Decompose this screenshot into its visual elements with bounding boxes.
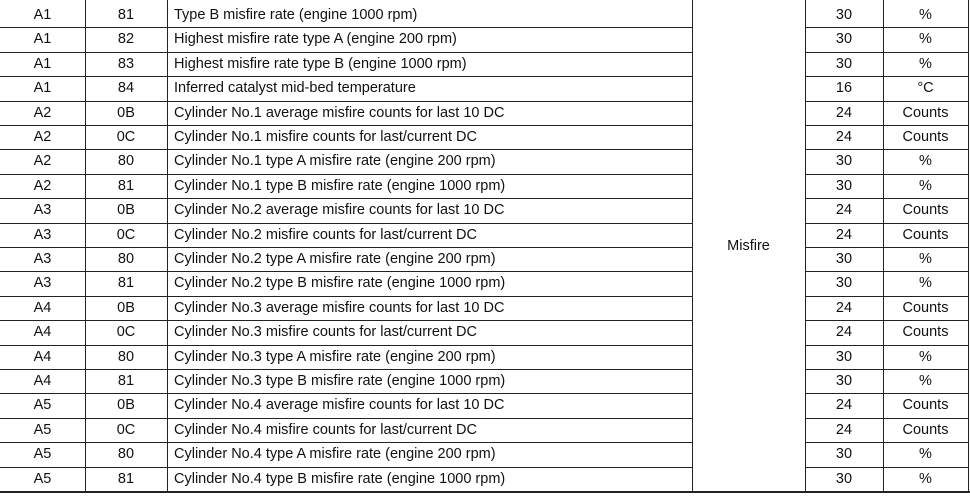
limit-cell: 30 (835, 55, 853, 72)
row-divider (0, 442, 693, 443)
description-cell: Cylinder No.4 type A misfire rate (engine 200 rpm) (174, 446, 496, 463)
row-divider (0, 369, 693, 370)
tid-cell: 81 (117, 177, 135, 194)
table-row (0, 198, 970, 222)
limit-cell: 30 (835, 348, 853, 365)
unit-cell: Counts (902, 226, 949, 243)
tid-cell: 80 (117, 348, 135, 365)
mid-cell: A4 (33, 348, 52, 365)
unit-cell: % (919, 153, 932, 170)
description-cell: Cylinder No.2 average misfire counts for last 10 DC (174, 202, 505, 219)
unit-cell: Counts (902, 299, 949, 316)
row-divider (0, 223, 693, 224)
unit-cell: % (919, 6, 932, 23)
mid-cell: A1 (33, 6, 52, 23)
limit-cell: 24 (835, 202, 853, 219)
mid-cell: A1 (33, 55, 52, 72)
unit-cell: Counts (902, 324, 949, 341)
table-row (0, 271, 970, 295)
description-cell: Inferred catalyst mid-bed temperature (174, 80, 416, 97)
tid-cell: 0B (117, 299, 135, 316)
mid-cell: A5 (33, 470, 52, 487)
description-cell: Cylinder No.1 misfire counts for last/current DC (174, 128, 477, 145)
test-group-label: Misfire (727, 238, 770, 254)
row-divider (805, 393, 969, 394)
row-divider (0, 320, 693, 321)
tid-cell: 0B (117, 397, 135, 414)
table-row (0, 76, 970, 100)
tid-cell: 0B (117, 104, 135, 121)
row-divider (805, 369, 969, 370)
row-divider (805, 247, 969, 248)
tid-cell: 80 (117, 153, 135, 170)
limit-cell: 24 (835, 104, 853, 121)
limit-cell: 30 (835, 6, 853, 23)
description-cell: Cylinder No.4 type B misfire rate (engine 1000 rpm) (174, 470, 506, 487)
limit-cell: 30 (835, 446, 853, 463)
mid-cell: A3 (33, 202, 52, 219)
description-cell: Cylinder No.3 misfire counts for last/current DC (174, 324, 477, 341)
row-divider (0, 393, 693, 394)
table-row (0, 320, 970, 344)
mid-cell: A2 (33, 153, 52, 170)
tid-cell: 83 (117, 55, 135, 72)
limit-cell: 24 (835, 421, 853, 438)
row-divider (0, 418, 693, 419)
limit-cell: 30 (835, 153, 853, 170)
table-row (0, 296, 970, 320)
table-row (0, 3, 970, 27)
unit-cell: % (919, 348, 932, 365)
mid-cell: A5 (33, 397, 52, 414)
table-row (0, 174, 970, 198)
row-divider (805, 223, 969, 224)
limit-cell: 24 (835, 397, 853, 414)
table-row (0, 345, 970, 369)
mid-cell: A4 (33, 372, 52, 389)
limit-cell: 30 (835, 31, 853, 48)
tid-cell: 81 (117, 372, 135, 389)
row-divider (805, 320, 969, 321)
limit-cell: 24 (835, 299, 853, 316)
row-divider (0, 467, 693, 468)
table-row (0, 101, 970, 125)
row-divider (805, 418, 969, 419)
unit-cell: Counts (902, 104, 949, 121)
mid-cell: A1 (33, 31, 52, 48)
mid-cell: A2 (33, 177, 52, 194)
tid-cell: 0C (116, 226, 136, 243)
row-divider (0, 345, 693, 346)
tid-cell: 0C (116, 421, 136, 438)
table-row (0, 247, 970, 271)
tid-cell: 0B (117, 202, 135, 219)
row-divider (805, 125, 969, 126)
unit-cell: % (919, 250, 932, 267)
description-cell: Cylinder No.4 average misfire counts for last 10 DC (174, 397, 505, 414)
row-divider (805, 149, 969, 150)
unit-cell: % (919, 275, 932, 292)
row-divider (0, 491, 693, 492)
description-cell: Cylinder No.2 misfire counts for last/current DC (174, 226, 477, 243)
mid-cell: A5 (33, 446, 52, 463)
row-divider (805, 271, 969, 272)
row-divider (805, 442, 969, 443)
limit-cell: 24 (835, 128, 853, 145)
description-cell: Cylinder No.2 type A misfire rate (engine 200 rpm) (174, 250, 496, 267)
row-divider (805, 27, 969, 28)
mid-cell: A2 (33, 104, 52, 121)
mid-cell: A2 (33, 128, 52, 145)
unit-cell: Counts (902, 421, 949, 438)
row-divider (0, 27, 693, 28)
table-row (0, 223, 970, 247)
description-cell: Type B misfire rate (engine 1000 rpm) (174, 6, 418, 23)
unit-cell: Counts (902, 128, 949, 145)
unit-cell: % (919, 470, 932, 487)
unit-cell: Counts (902, 202, 949, 219)
table-row (0, 393, 970, 417)
description-cell: Cylinder No.4 misfire counts for last/current DC (174, 421, 477, 438)
row-divider (805, 345, 969, 346)
row-divider (805, 296, 969, 297)
unit-cell: % (919, 372, 932, 389)
mid-cell: A1 (33, 80, 52, 97)
limit-cell: 24 (835, 226, 853, 243)
mid-cell: A4 (33, 324, 52, 341)
table-row (0, 125, 970, 149)
row-divider (0, 271, 693, 272)
tid-cell: 0C (116, 324, 136, 341)
limit-cell: 16 (835, 80, 853, 97)
row-divider (0, 149, 693, 150)
mid-cell: A3 (33, 275, 52, 292)
unit-cell: % (919, 446, 932, 463)
tid-cell: 80 (117, 446, 135, 463)
row-divider (0, 198, 693, 199)
table-row (0, 467, 970, 491)
tid-cell: 81 (117, 275, 135, 292)
tid-cell: 81 (117, 470, 135, 487)
row-divider (805, 76, 969, 77)
mid-cell: A3 (33, 226, 52, 243)
description-cell: Cylinder No.1 average misfire counts for last 10 DC (174, 104, 505, 121)
row-divider (0, 101, 693, 102)
description-cell: Highest misfire rate type B (engine 1000 rpm) (174, 55, 467, 72)
description-cell: Cylinder No.3 type B misfire rate (engine 1000 rpm) (174, 372, 506, 389)
table-row (0, 149, 970, 173)
row-divider (805, 198, 969, 199)
table-row (0, 369, 970, 393)
limit-cell: 30 (835, 470, 853, 487)
limit-cell: 30 (835, 275, 853, 292)
tid-cell: 84 (117, 80, 135, 97)
row-divider (805, 174, 969, 175)
table-row (0, 27, 970, 51)
table-row (0, 418, 970, 442)
table-row (0, 442, 970, 466)
limit-cell: 30 (835, 372, 853, 389)
row-divider (805, 52, 969, 53)
row-divider (0, 247, 693, 248)
limit-cell: 30 (835, 250, 853, 267)
mid-cell: A4 (33, 299, 52, 316)
description-cell: Cylinder No.1 type A misfire rate (engine 200 rpm) (174, 153, 496, 170)
description-cell: Cylinder No.1 type B misfire rate (engine 1000 rpm) (174, 177, 506, 194)
row-divider (0, 296, 693, 297)
row-divider (805, 467, 969, 468)
unit-cell: % (919, 31, 932, 48)
row-divider (0, 174, 693, 175)
tid-cell: 80 (117, 250, 135, 267)
description-cell: Cylinder No.3 type A misfire rate (engine 200 rpm) (174, 348, 496, 365)
description-cell: Cylinder No.2 type B misfire rate (engine 1000 rpm) (174, 275, 506, 292)
tid-cell: 0C (116, 128, 136, 145)
row-divider (805, 101, 969, 102)
row-divider (0, 76, 693, 77)
description-cell: Cylinder No.3 average misfire counts for last 10 DC (174, 299, 505, 316)
limit-cell: 30 (835, 177, 853, 194)
limit-cell: 24 (835, 324, 853, 341)
row-divider (0, 125, 693, 126)
tid-cell: 81 (117, 6, 135, 23)
row-divider (0, 52, 693, 53)
unit-cell: °C (917, 80, 934, 97)
mid-cell: A5 (33, 421, 52, 438)
table-row (0, 52, 970, 76)
unit-cell: Counts (902, 397, 949, 414)
row-divider (805, 491, 969, 492)
description-cell: Highest misfire rate type A (engine 200 rpm) (174, 31, 457, 48)
mid-cell: A3 (33, 250, 52, 267)
unit-cell: % (919, 55, 932, 72)
tid-cell: 82 (117, 31, 135, 48)
unit-cell: % (919, 177, 932, 194)
